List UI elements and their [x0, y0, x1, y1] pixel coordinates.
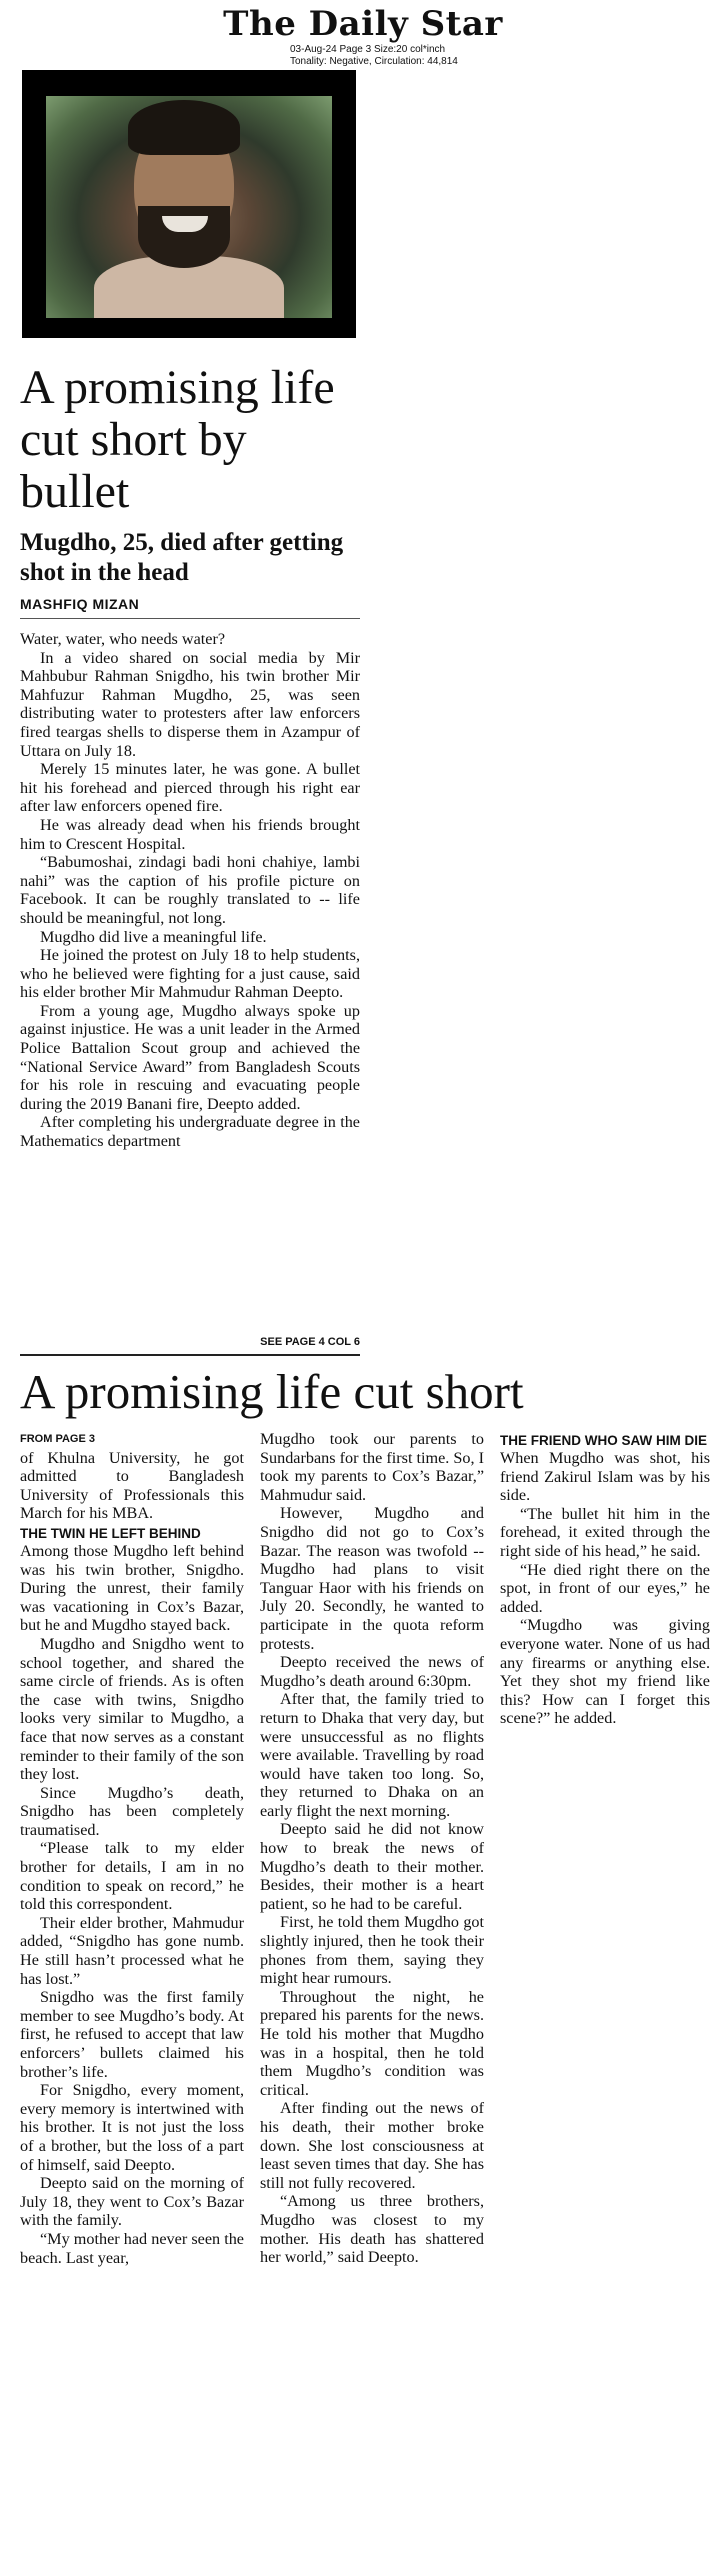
- continuation-paragraph: Deepto said he did not know how to break the news of Mugdho’s death to their mother. Besides, their mother is a heart patient, so he had to be careful.: [260, 1820, 484, 1913]
- continuation-paragraph: “My mother had never seen the beach. Last year,: [20, 2229, 244, 2267]
- article-subheadline: Mugdho, 25, died after getting shot in the head: [20, 529, 344, 586]
- continuation-paragraph: “Among us three brothers, Mugdho was closest to my mother. His death has shattered her world,” said Deepto.: [260, 2192, 484, 2267]
- continuation-column-3: [500, 1430, 710, 1728]
- article-paragraph: He joined the protest on July 18 to help students, who he believed were fighting for a just cause, said his elder brother Mir Mahmudur Rahman Deepto.: [20, 946, 360, 1002]
- continuation-paragraph: After that, the family tried to return to Dhaka that very day, but were unsuccessful as no flights were available. Travelling by road would have taken too long. So, they returned to Dhaka on an early flight the next morning.: [260, 1690, 484, 1820]
- continuation-headline: A promising life cut short: [20, 1364, 524, 1419]
- continuation-paragraph: When Mugdho was shot, his friend Zakirul Islam was by his side.: [500, 1449, 710, 1505]
- article-paragraph: Merely 15 minutes later, he was gone. A bullet hit his forehead and pierced through his right ear after law enforcers opened fire.: [20, 760, 360, 816]
- newspaper-logo: The Daily Star: [223, 4, 503, 44]
- continuation-column-1: [20, 1430, 244, 2267]
- continuation-paragraph: “He died right there on the spot, in front of our eyes,” he added.: [500, 1560, 710, 1616]
- continuation-paragraph: “Please talk to my elder brother for details, I am in no condition to speak on record,” he told this correspondent.: [20, 1839, 244, 1914]
- continuation-paragraph: Throughout the night, he prepared his parents for the news. He told his mother that Mugdho was in a hospital, then he told them Mugdho’s condition was critical.: [260, 1987, 484, 2099]
- portrait-image: [46, 96, 332, 318]
- continuation-column-2: [260, 1430, 484, 2267]
- continuation-paragraph: For Snigdho, every moment, every memory is intertwined with his brother. It is not just the loss of a brother, but the loss of a part of himself, said Deepto.: [20, 2081, 244, 2174]
- continuation-paragraph: After finding out the news of his death, their mother broke down. She lost consciousness at least seven times that day. She has still not fully recovered.: [260, 2099, 484, 2192]
- continuation-paragraph: Deepto received the news of Mugdho’s death around 6:30pm.: [260, 1653, 484, 1690]
- article-headline: A promising life cut short by bullet: [20, 361, 335, 518]
- continuation-paragraph: “The bullet hit him in the forehead, it exited through the right side of his head,” he said.: [500, 1504, 710, 1560]
- article-paragraph: Mugdho did live a meaningful life.: [40, 927, 267, 946]
- masthead: [0, 0, 726, 44]
- from-page-note: FROM PAGE 3: [20, 1433, 95, 1445]
- continuation-paragraph: Their elder brother, Mahmudur added, “Snigdho has gone numb. He still hasn’t processed what he has lost.”: [20, 1913, 244, 1988]
- continuation-paragraph: However, Mugdho and Snigdho did not go to Cox’s Bazar. The reason was twofold -- Mugdho had plans to visit Tanguar Haor with his friends on July 20. Secondly, he wanted to participate in the quota reform protests.: [260, 1504, 484, 1653]
- article-paragraph: “Babumoshai, zindagi badi honi chahiye, lambi nahi” was the caption of his profile picture on Facebook. It can be roughly translated to -- life should be meaningful, not long.: [20, 853, 360, 927]
- article-paragraph: He was already dead when his friends brought him to Crescent Hospital.: [20, 815, 360, 853]
- see-page-note: SEE PAGE 4 COL 6: [260, 1336, 360, 1348]
- portrait-photo: [22, 70, 356, 338]
- section-subhead: THE FRIEND WHO SAW HIM DIE: [500, 1433, 707, 1448]
- article-paragraph: From a young age, Mugdho always spoke up against injustice. He was a unit leader in the Armed Police Battalion Scout group and achieved the “National Service Award” from Bangladesh Scouts for his role in rescuing and evacuating people during the 2019 Banani fire, Deepto added.: [20, 1001, 360, 1113]
- byline: MASHFIQ MIZAN: [20, 596, 140, 612]
- article-paragraph: Water, water, who needs water?: [20, 630, 226, 648]
- continuation-paragraph: of Khulna University, he got admitted to Bangladesh University of Professionals this March for his MBA.: [20, 1448, 244, 1523]
- continuation-paragraph: Mugdho and Snigdho went to school together, and shared the same circle of friends. As is often the case with twins, Snigdho looks very similar to Mugdho, a face that now serves as a constant reminder to their family of the son they lost.: [20, 1634, 244, 1784]
- continuation-paragraph: Among those Mugdho left behind was his twin brother, Snigdho. During the unrest, their family was vacationing in Cox’s Bazar, but he and Mugdho stayed back.: [20, 1541, 244, 1635]
- section-subhead: THE TWIN HE LEFT BEHIND: [20, 1525, 201, 1541]
- meta-line-1: 03-Aug-24 Page 3 Size:20 col*inch: [290, 44, 446, 55]
- article-paragraph: In a video shared on social media by Mir Mahbubur Rahman Snigdho, his twin brother Mir Mahfuzur Rahman Mugdho, 25, was seen distributing water to protesters after law enforcers fired teargas shells to disperse them in Azampur of Uttara on July 18.: [20, 648, 360, 760]
- article-paragraph: After completing his undergraduate degree in the Mathematics department: [20, 1113, 360, 1151]
- continuation-paragraph: “Mugdho was giving everyone water. None of us had any firearms or anything else. Yet they shot my friend like this? How can I forget this scene?” he added.: [500, 1616, 710, 1728]
- article-body: [20, 630, 360, 1151]
- continuation-paragraph: Since Mugdho’s death, Snigdho has been completely traumatised.: [20, 1783, 244, 1839]
- meta-line-2: Tonality: Negative, Circulation: 44,814: [290, 56, 458, 67]
- continuation-paragraph: First, he told them Mugdho got slightly injured, then he took their phones from them, saying they might hear rumours.: [260, 1913, 484, 1988]
- continuation-paragraph: Snigdho was the first family member to see Mugdho’s body. At first, he refused to accept that law enforcers’ bullets claimed his brother’s life.: [20, 1988, 244, 2081]
- continuation-paragraph: Mugdho took our parents to Sundarbans for the first time. So, I took my parents to Cox’s Bazar,” Mahmudur said.: [260, 1430, 484, 1504]
- continuation-paragraph: Deepto said on the morning of July 18, they went to Cox’s Bazar with the family.: [20, 2174, 244, 2230]
- byline-divider: [20, 618, 360, 619]
- clipping-meta: [290, 44, 458, 68]
- continuation-divider: [20, 1354, 360, 1356]
